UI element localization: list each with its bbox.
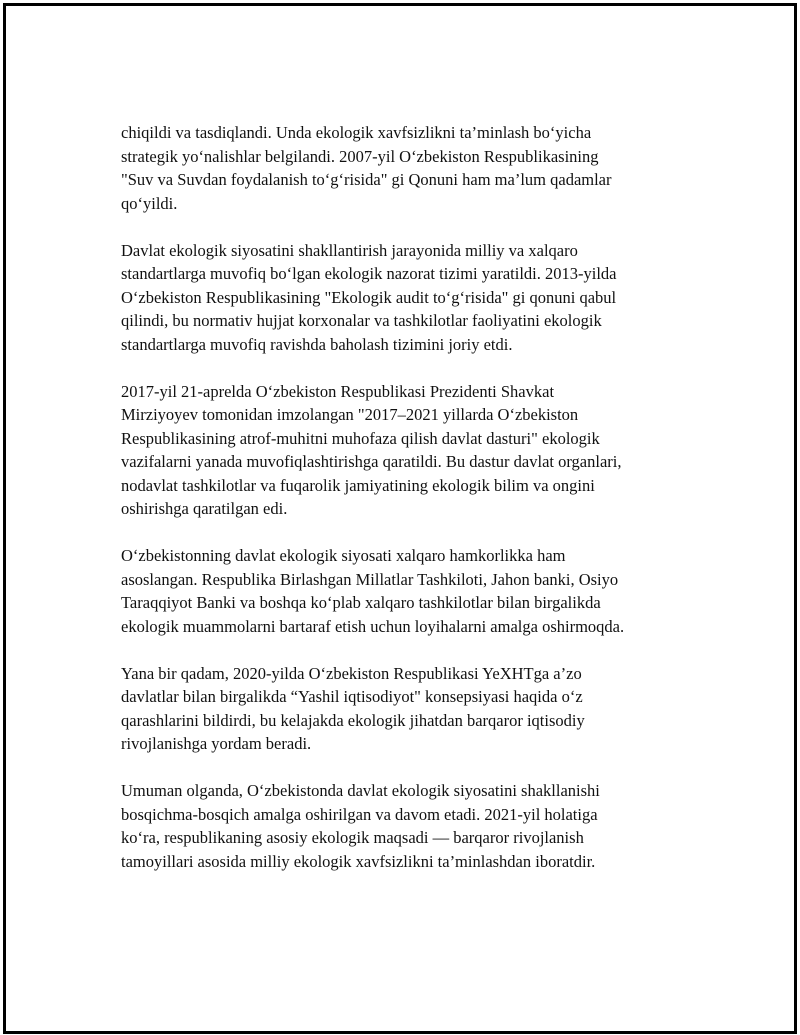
text-line: "Suv va Suvdan foydalanish to‘g‘risida" gi Qonuni ham ma’lum qadamlar bbox=[121, 170, 612, 189]
text-line: tamoyillari asosida milliy ekologik xavfsizlikni ta’minlashdan iboratdir. bbox=[121, 851, 596, 871]
paragraph bbox=[121, 121, 701, 215]
text-line: qarashlarini bildirdi, bu kelajakda ekologik jihatdan barqaror iqtisodiy bbox=[121, 710, 585, 730]
text-line: qo‘yildi. bbox=[121, 193, 178, 213]
text-line: bosqichma-bosqich amalga oshirilgan va davom etadi. 2021-yil holatiga bbox=[121, 804, 598, 824]
text-line: Mirziyoyev tomonidan imzolangan "2017–2021 yillarda O‘zbekiston bbox=[121, 405, 579, 424]
text-line: vazifalarni yanada muvofiqlashtirishga qaratildi. Bu dastur davlat organlari, bbox=[121, 452, 622, 471]
page-frame bbox=[3, 3, 797, 1034]
text-line: ko‘ra, respublikaning asosiy ekologik maqsadi — barqaror rivojlanish bbox=[121, 828, 584, 847]
text-line: Respublikasining atrof-muhitni muhofaza qilish davlat dasturi" ekologik bbox=[121, 428, 600, 448]
text-line: O‘zbekiston Respublikasining "Ekologik audit to‘g‘risida" gi qonuni qabul bbox=[121, 287, 617, 307]
text-line: Taraqqiyot Banki va boshqa ko‘plab xalqaro tashkilotlar bilan birgalikda bbox=[121, 593, 601, 612]
text-line: Yana bir qadam, 2020-yilda O‘zbekiston Respublikasi YeXHTga a’zo bbox=[121, 663, 582, 683]
paragraph bbox=[121, 239, 701, 357]
text-line: rivojlanishga yordam beradi. bbox=[121, 734, 312, 753]
text-line: ekologik muammolarni bartaraf etish uchun loyihalarni amalga oshirmoqda. bbox=[121, 616, 625, 636]
text-line: nodavlat tashkilotlar va fuqarolik jamiyatining ekologik bilim va ongini bbox=[121, 475, 595, 495]
text-line: qilindi, bu normativ hujjat korxonalar va tashkilotlar faoliyatini ekologik bbox=[121, 311, 602, 330]
text-line: oshirishga qaratilgan edi. bbox=[121, 499, 288, 518]
text-line: asoslangan. Respublika Birlashgan Millatlar Tashkiloti, Jahon banki, Osiyo bbox=[121, 569, 619, 589]
text-line: strategik yo‘nalishlar belgilandi. 2007-yil O‘zbekiston Respublikasining bbox=[121, 146, 599, 166]
document-body bbox=[121, 121, 701, 897]
paragraph bbox=[121, 544, 701, 638]
text-line: chiqildi va tasdiqlandi. Unda ekologik xavfsizlikni ta’minlash bo‘yicha bbox=[121, 123, 592, 142]
paragraph bbox=[121, 380, 701, 521]
text-line: Davlat ekologik siyosatini shakllantirish jarayonida milliy va xalqaro bbox=[121, 240, 578, 260]
text-line: O‘zbekistonning davlat ekologik siyosati xalqaro hamkorlikka ham bbox=[121, 546, 566, 565]
paragraph bbox=[121, 779, 701, 873]
text-line: Umuman olganda, O‘zbekistonda davlat ekologik siyosatini shakllanishi bbox=[121, 781, 600, 800]
paragraph bbox=[121, 662, 701, 756]
text-line: davlatlar bilan birgalikda “Yashil iqtisodiyot" konsepsiyasi haqida o‘z bbox=[121, 687, 583, 706]
text-line: standartlarga muvofiq bo‘lgan ekologik nazorat tizimi yaratildi. 2013-yilda bbox=[121, 264, 617, 283]
text-line: standartlarga muvofiq ravishda baholash tizimini joriy etdi. bbox=[121, 334, 513, 354]
text-line: 2017-yil 21-aprelda O‘zbekiston Respublikasi Prezidenti Shavkat bbox=[121, 381, 555, 401]
